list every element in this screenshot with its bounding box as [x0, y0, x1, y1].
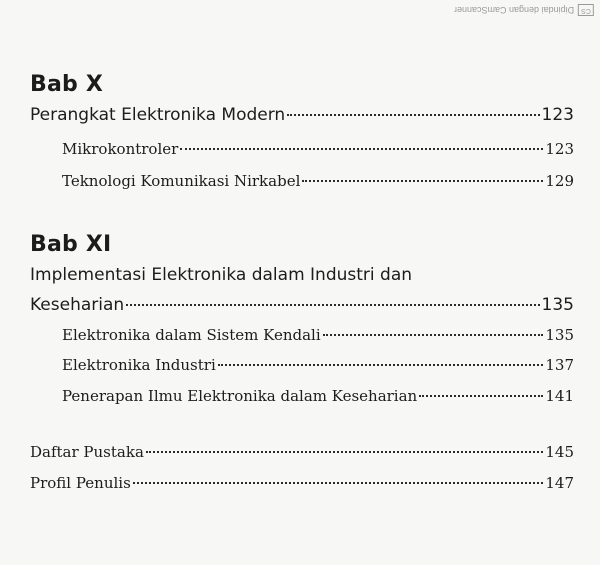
chapter-heading-x: Bab X — [30, 72, 103, 97]
dot-leader — [133, 482, 544, 484]
toc-entry-label: Penerapan Ilmu Elektronika dalam Keseharian — [62, 387, 418, 405]
dot-leader — [218, 364, 544, 366]
toc-entry-penerapan-ilmu[interactable] — [62, 387, 574, 405]
toc-entry-daftar-pustaka[interactable] — [30, 443, 574, 461]
toc-entry-page: 135 — [541, 295, 574, 315]
toc-entry-label: Teknologi Komunikasi Nirkabel — [62, 172, 301, 190]
toc-entry-page: 123 — [541, 105, 574, 125]
toc-entry-label: Elektronika dalam Sistem Kendali — [62, 326, 321, 344]
toc-entry-label: Perangkat Elektronika Modern — [30, 105, 286, 125]
toc-entry-label: Keseharian — [30, 295, 125, 315]
camscanner-logo: CS — [578, 4, 594, 16]
toc-entry-page: 129 — [545, 172, 574, 190]
toc-entry-page: 147 — [545, 474, 574, 492]
toc-entry-chapter-xi[interactable] — [30, 295, 574, 315]
dot-leader — [287, 114, 539, 116]
toc-entry-page: 137 — [545, 356, 574, 374]
camscanner-watermark — [454, 4, 594, 16]
toc-entry-label: Daftar Pustaka — [30, 443, 144, 461]
toc-entry-label: Profil Penulis — [30, 474, 131, 492]
dot-leader — [419, 395, 543, 397]
toc-entry-teknologi-komunikasi[interactable] — [62, 172, 574, 190]
toc-entry-elektronika-industri[interactable] — [62, 356, 574, 374]
toc-entry-mikrokontroler[interactable] — [62, 140, 574, 158]
dot-leader — [126, 304, 539, 306]
toc-entry-sistem-kendali[interactable] — [62, 326, 574, 344]
toc-entry-page: 145 — [545, 443, 574, 461]
toc-entry-chapter-x[interactable] — [30, 105, 574, 125]
toc-entry-profil-penulis[interactable] — [30, 474, 574, 492]
toc-entry-label: Mikrokontroler — [62, 140, 179, 158]
toc-entry-page: 141 — [545, 387, 574, 405]
chapter-xi-title-line1: Implementasi Elektronika dalam Industri dan — [30, 265, 413, 285]
toc-entry-page: 123 — [545, 140, 574, 158]
watermark-text: Dipindai dengan CamScanner — [454, 5, 575, 15]
dot-leader — [323, 334, 544, 336]
dot-leader — [146, 451, 543, 453]
dot-leader — [180, 148, 543, 150]
toc-entry-page: 135 — [545, 326, 574, 344]
toc-entry-label: Elektronika Industri — [62, 356, 216, 374]
chapter-heading-xi: Bab XI — [30, 232, 112, 257]
dot-leader — [302, 180, 543, 182]
